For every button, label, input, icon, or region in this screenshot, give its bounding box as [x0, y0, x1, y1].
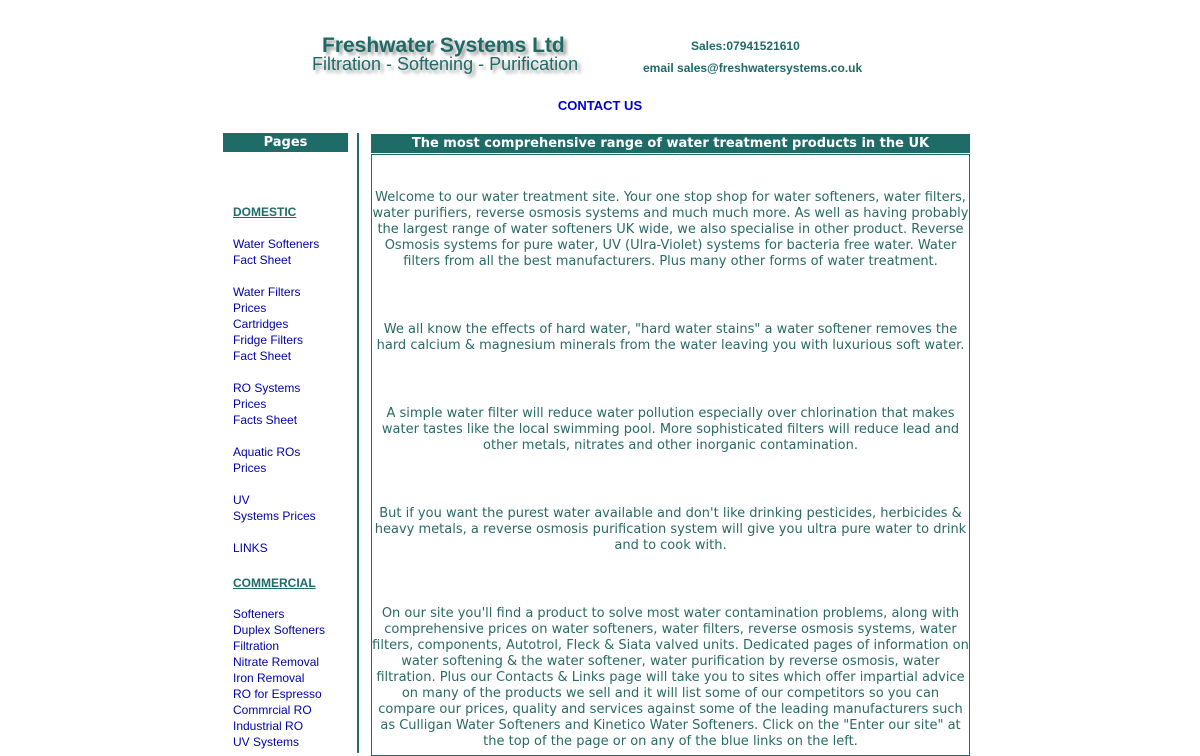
nav-heading-commercial[interactable]: COMMERCIAL [233, 576, 316, 590]
nav-water-filters[interactable]: Water Filters [233, 285, 301, 299]
ro-paragraph: But if you want the purest water available and don't like drinking pesticides, herbicides & heavy metals, a reverse osmosis purification system will give you ultra pure water to drink and to cook with. [374, 506, 967, 553]
nav-aquatic-prices[interactable]: Prices [233, 461, 267, 475]
sales-phone: Sales:07941521610 [691, 39, 800, 53]
nav-nitrate-removal[interactable]: Nitrate Removal [233, 655, 320, 669]
nav-ro-for-espresso[interactable]: RO for Espresso [233, 687, 322, 701]
company-tagline: Filtration - Softening - Purification [312, 54, 579, 74]
nav-ro-systems[interactable]: RO Systems [233, 381, 301, 395]
company-logo [308, 32, 618, 82]
nav-uv[interactable]: UV [233, 493, 250, 507]
main-content [371, 154, 970, 756]
intro-paragraph: Welcome to our water treatment site. Your one stop shop for water softeners, water filters, water purifiers, reverse osmosis systems and much much more. As well as having probably the largest range of water softeners UK wide, we also specialise in other product. Reverse Osmosis systems for pure water, UV (Ulra-Violet) systems for bacteria free water. Water filters from all the best manufacturers. Plus many other forms of water treatment. [372, 190, 969, 269]
nav-commercial-softeners[interactable]: Softeners [233, 607, 285, 621]
nav-water-softeners[interactable]: Water Softeners [233, 237, 320, 251]
nav-ro-facts-sheet[interactable]: Facts Sheet [233, 413, 298, 427]
sidebar-title: Pages [223, 133, 348, 152]
nav-links[interactable]: LINKS [233, 541, 268, 555]
nav-aquatic-ros[interactable]: Aquatic ROs [233, 445, 301, 459]
filter-paragraph: A simple water filter will reduce water pollution especially over chlorination that makes water tastes like the local swimming pool. More sophisticated filters will reduce lead and other metals, nitrates and other inorganic contamination. [381, 406, 960, 453]
company-name: Freshwater Systems Ltd [322, 34, 565, 57]
nav-duplex-softeners[interactable]: Duplex Softeners [233, 623, 326, 637]
nav-uv-systems-prices[interactable]: Systems Prices [233, 509, 316, 523]
nav-ro-prices[interactable]: Prices [233, 397, 267, 411]
nav-filter-fact-sheet[interactable]: Fact Sheet [233, 349, 292, 363]
nav-fridge-filters[interactable]: Fridge Filters [233, 333, 304, 347]
nav-cartridges[interactable]: Cartridges [233, 317, 289, 331]
nav-filter-prices[interactable]: Prices [233, 301, 267, 315]
nav-uv-systems[interactable]: UV Systems [233, 735, 300, 749]
nav-softener-fact-sheet[interactable]: Fact Sheet [233, 253, 292, 267]
nav-industrial-ro[interactable]: Industrial RO [233, 719, 304, 733]
nav-iron-removal[interactable]: Iron Removal [233, 671, 305, 685]
nav-filtration[interactable]: Filtration [233, 639, 280, 653]
main-heading: The most comprehensive range of water treatment products in the UK [371, 134, 970, 153]
site-overview-paragraph: On our site you'll find a product to solve most water contamination problems, along with comprehensive prices on water softeners, water filters, reverse osmosis systems, water filters, components, Autotrol, Fleck & Siata valved units. Dedicated pages of information on water softening & the water softener, water purification by reverse osmosis, water filtration. Plus our Contacts & Links page will take you to sites which offer impartial advice on many of the products we sell and it will list some of our competitors so you can compare our prices, quality and services against some of the leading manufacturers such as Culligan Water Softeners and Kinetico Water Softeners. Click on the "Enter our site" at the top of the page or on any of the blue links on the left. [372, 606, 969, 749]
sidebar-divider [357, 133, 359, 753]
nav-heading-domestic[interactable]: DOMESTIC [233, 205, 297, 219]
sales-email: email sales@freshwatersystems.co.uk [643, 61, 863, 75]
nav-commercial-ro[interactable]: Commrcial RO [233, 703, 312, 717]
softener-paragraph: We all know the effects of hard water, "hard water stains" a water softener removes the hard calcium & magnesium minerals from the water leaving you with luxurious soft water. [376, 322, 965, 353]
contact-us-link[interactable]: CONTACT US [557, 98, 643, 113]
